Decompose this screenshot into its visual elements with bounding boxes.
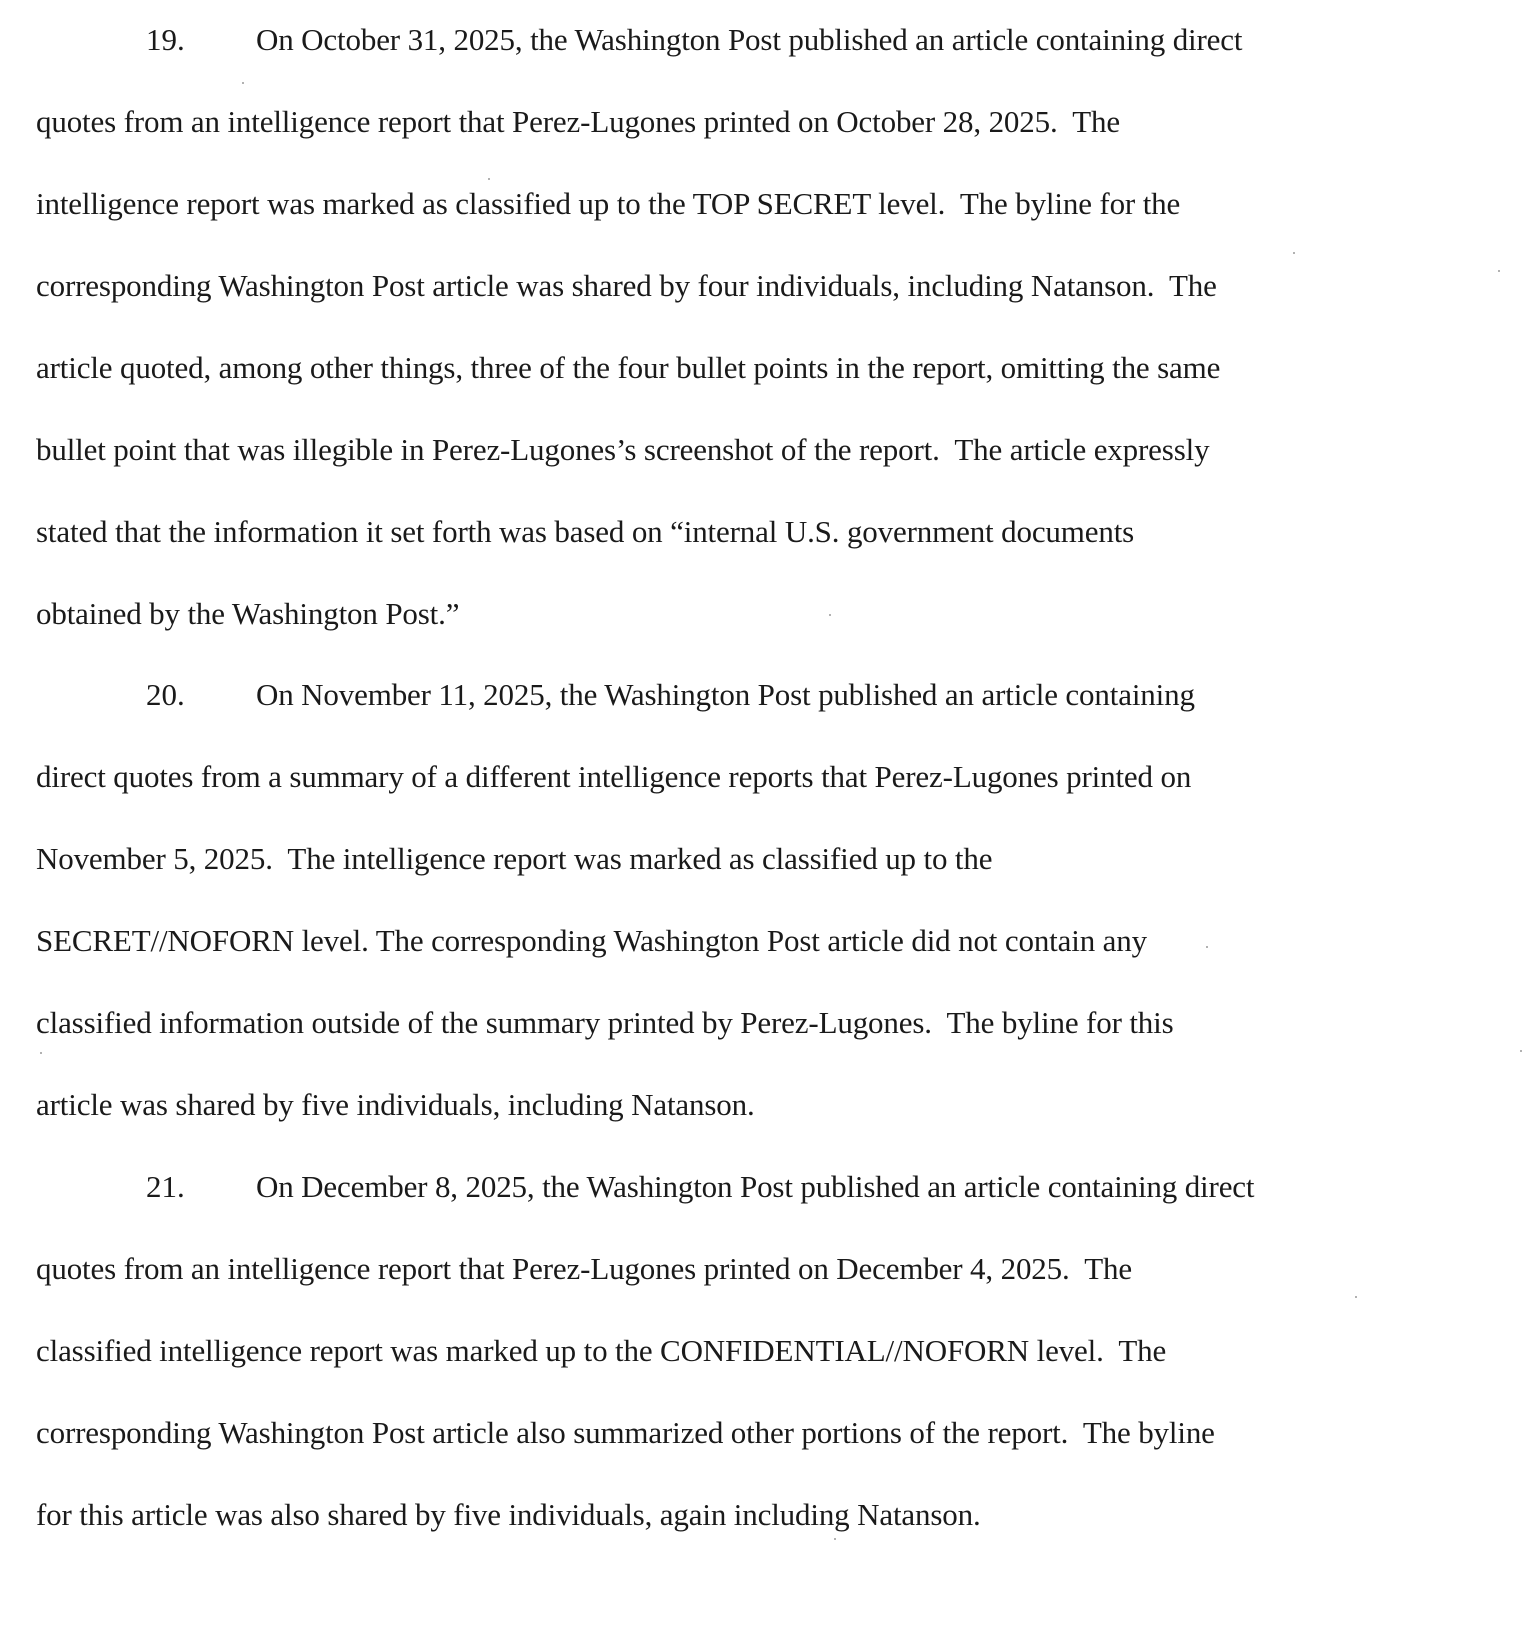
paragraph-line: obtained by the Washington Post.” xyxy=(36,596,460,631)
paragraph-number: 20. xyxy=(146,677,185,712)
paragraph-line: On November 11, 2025, the Washington Post published an article containing xyxy=(256,677,1195,712)
paragraph-line: intelligence report was marked as classified up to the TOP SECRET level. The byline for the xyxy=(36,186,1181,221)
paragraph-number: 21. xyxy=(146,1169,185,1204)
paragraph-line: November 5, 2025. The intelligence report was marked as classified up to the xyxy=(36,841,993,876)
paragraph-line: direct quotes from a summary of a different intelligence reports that Perez-Lugones printed on xyxy=(36,759,1192,794)
paragraph-line: corresponding Washington Post article was shared by four individuals, including Natanson. The xyxy=(36,268,1217,303)
scan-speck xyxy=(1206,946,1208,948)
scan-speck xyxy=(1520,1050,1522,1052)
scan-speck xyxy=(488,178,490,180)
scan-speck xyxy=(834,1538,836,1540)
paragraph-line: article quoted, among other things, three of the four bullet points in the report, omitting the same xyxy=(36,350,1221,385)
paragraph-line: On October 31, 2025, the Washington Post published an article containing direct xyxy=(256,22,1243,57)
scan-speck xyxy=(40,1052,42,1054)
paragraph-line: article was shared by five individuals, including Natanson. xyxy=(36,1087,755,1122)
scan-speck xyxy=(829,614,831,616)
scan-speck xyxy=(1498,270,1500,272)
paragraph-line: classified information outside of the summary printed by Perez-Lugones. The byline for this xyxy=(36,1005,1174,1040)
scan-speck xyxy=(1293,252,1295,254)
paragraph-line: quotes from an intelligence report that Perez-Lugones printed on December 4, 2025. The xyxy=(36,1251,1132,1286)
scan-speck xyxy=(1355,1296,1357,1298)
paragraph-line: SECRET//NOFORN level. The corresponding Washington Post article did not contain any xyxy=(36,923,1147,958)
paragraph-line: bullet point that was illegible in Perez-Lugones’s screenshot of the report. The article expressly xyxy=(36,432,1210,467)
paragraph-line: corresponding Washington Post article also summarized other portions of the report. The byline xyxy=(36,1415,1215,1450)
paragraph-line: stated that the information it set forth was based on “internal U.S. government documents xyxy=(36,514,1135,549)
paragraph-number: 19. xyxy=(146,22,185,57)
paragraph-line: for this article was also shared by five individuals, again including Natanson. xyxy=(36,1497,981,1532)
paragraph-line: classified intelligence report was marked up to the CONFIDENTIAL//NOFORN level. The xyxy=(36,1333,1167,1368)
scan-speck xyxy=(242,82,244,84)
paragraph-line: quotes from an intelligence report that Perez-Lugones printed on October 28, 2025. The xyxy=(36,104,1120,139)
paragraph-line: On December 8, 2025, the Washington Post published an article containing direct xyxy=(256,1169,1255,1204)
